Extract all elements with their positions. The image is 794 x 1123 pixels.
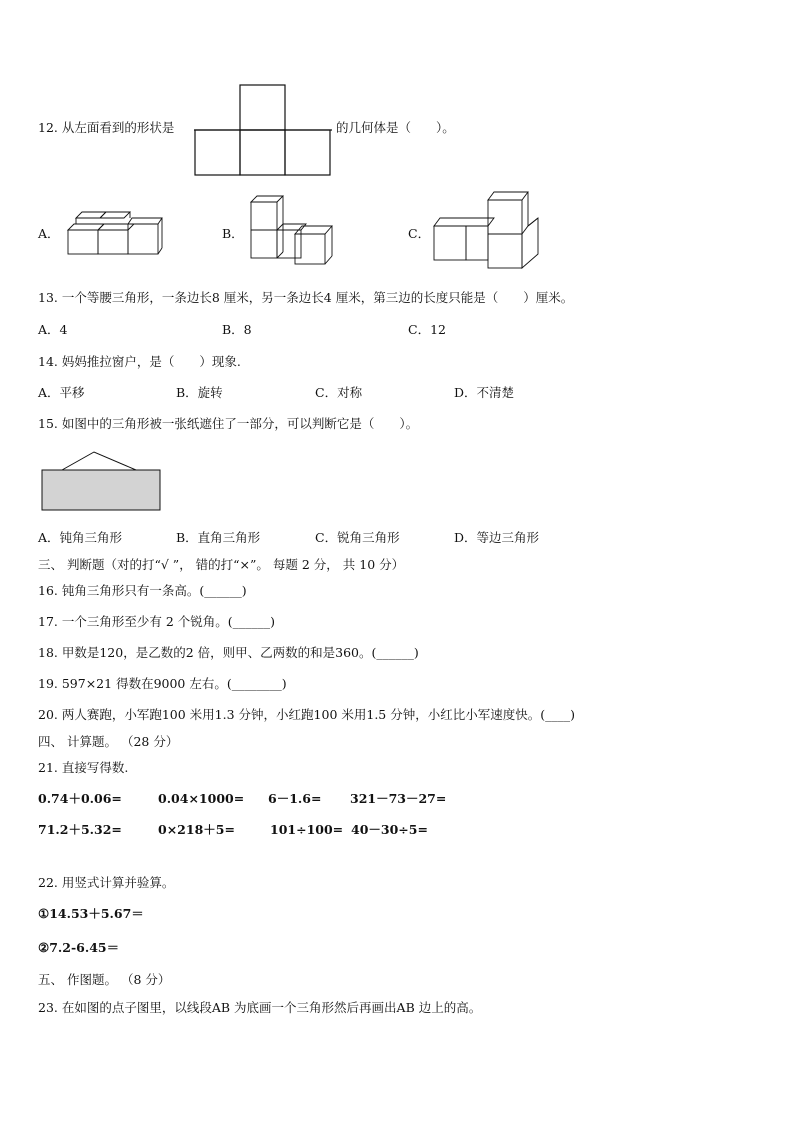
- q22-item2: ②7.2-6.45＝: [38, 940, 120, 955]
- q13-option-b[interactable]: B．8: [222, 322, 252, 337]
- q15-option-a[interactable]: A．钝角三角形: [38, 530, 123, 545]
- q15-option-b[interactable]: B．直角三角形: [176, 530, 261, 545]
- q18-stem: 18. 甲数是120，是乙数的2 倍，则甲、乙两数的和是360。(______): [38, 645, 419, 660]
- q21-stem: 21. 直接写得数.: [38, 760, 129, 775]
- q14-option-d[interactable]: D．不清楚: [454, 385, 515, 400]
- option-b-cubes-figure: [248, 194, 338, 266]
- q21-row1-item1: 0.74＋0.06=: [38, 791, 122, 806]
- section-3-title: 三、 判断题（对的打“√ ”， 错的打“×”。 每题 2 分， 共 10 分）: [38, 557, 405, 572]
- q21-row2-item2: 0×218＋5=: [158, 822, 235, 837]
- q15-option-c[interactable]: C．锐角三角形: [315, 530, 400, 545]
- q19-stem: 19. 597×21 得数在9000 左右。(________): [38, 676, 287, 691]
- q21-row2-item3: 101÷100=: [270, 822, 344, 837]
- q21-row1-item2: 0.04×1000=: [158, 791, 245, 806]
- q20-stem: 20. 两人赛跑，小军跑100 米用1.3 分钟，小红跑100 米用1.5 分钟，小红比小军速度快。(____): [38, 707, 575, 722]
- paper-cover: [42, 470, 160, 510]
- q13-option-c[interactable]: C．12: [408, 322, 446, 337]
- q15-stem: 15. 如图中的三角形被一张纸遮住了一部分，可以判断它是（ ）。: [38, 416, 419, 431]
- q21-row2-item4: 40－30÷5=: [351, 822, 428, 837]
- q14-option-c[interactable]: C．对称: [315, 385, 363, 400]
- q22-stem: 22. 用竖式计算并验算。: [38, 875, 175, 890]
- q14-option-a[interactable]: A．平移: [38, 385, 85, 400]
- q12-option-a[interactable]: A．: [38, 226, 60, 241]
- section-5-title: 五、 作图题。 （8 分）: [38, 972, 171, 987]
- q12-stem-before: 12. 从左面看到的形状是: [38, 120, 175, 135]
- q22-item1: ①14.53＋5.67＝: [38, 906, 144, 921]
- section-4-title: 四、 计算题。 （28 分）: [38, 734, 179, 749]
- q21-row1-item3: 6－1.6=: [268, 791, 322, 806]
- q13-stem: 13. 一个等腰三角形，一条边长8 厘米，另一条边长4 厘米，第三边的长度只能是（ ）厘米。: [38, 290, 574, 305]
- q12-stem-after: 的几何体是（ ）。: [336, 120, 455, 135]
- q14-option-b[interactable]: B．旋转: [176, 385, 223, 400]
- q15-option-d[interactable]: D．等边三角形: [454, 530, 540, 545]
- q12-option-c[interactable]: C．: [408, 226, 431, 241]
- q16-stem: 16. 钝角三角形只有一条高。(______): [38, 583, 247, 598]
- q12-option-b[interactable]: B．: [222, 226, 244, 241]
- q21-row1-item4: 321－73－27=: [350, 791, 447, 806]
- option-a-cubes-figure: [64, 208, 164, 256]
- left-view-figure: [194, 84, 334, 178]
- q21-row2-item1: 71.2＋5.32=: [38, 822, 122, 837]
- q23-stem: 23. 在如图的点子图里，以线段AB 为底画一个三角形然后再画出AB 边上的高。: [38, 1000, 482, 1015]
- q17-stem: 17. 一个三角形至少有 2 个锐角。(______): [38, 614, 276, 629]
- q14-stem: 14. 妈妈推拉窗户，是（ ）现象.: [38, 354, 241, 369]
- option-c-cubes-figure: [432, 188, 542, 272]
- q13-option-a[interactable]: A．4: [38, 322, 68, 337]
- q12-stem: [38, 120, 174, 136]
- covered-triangle-figure: [40, 450, 164, 514]
